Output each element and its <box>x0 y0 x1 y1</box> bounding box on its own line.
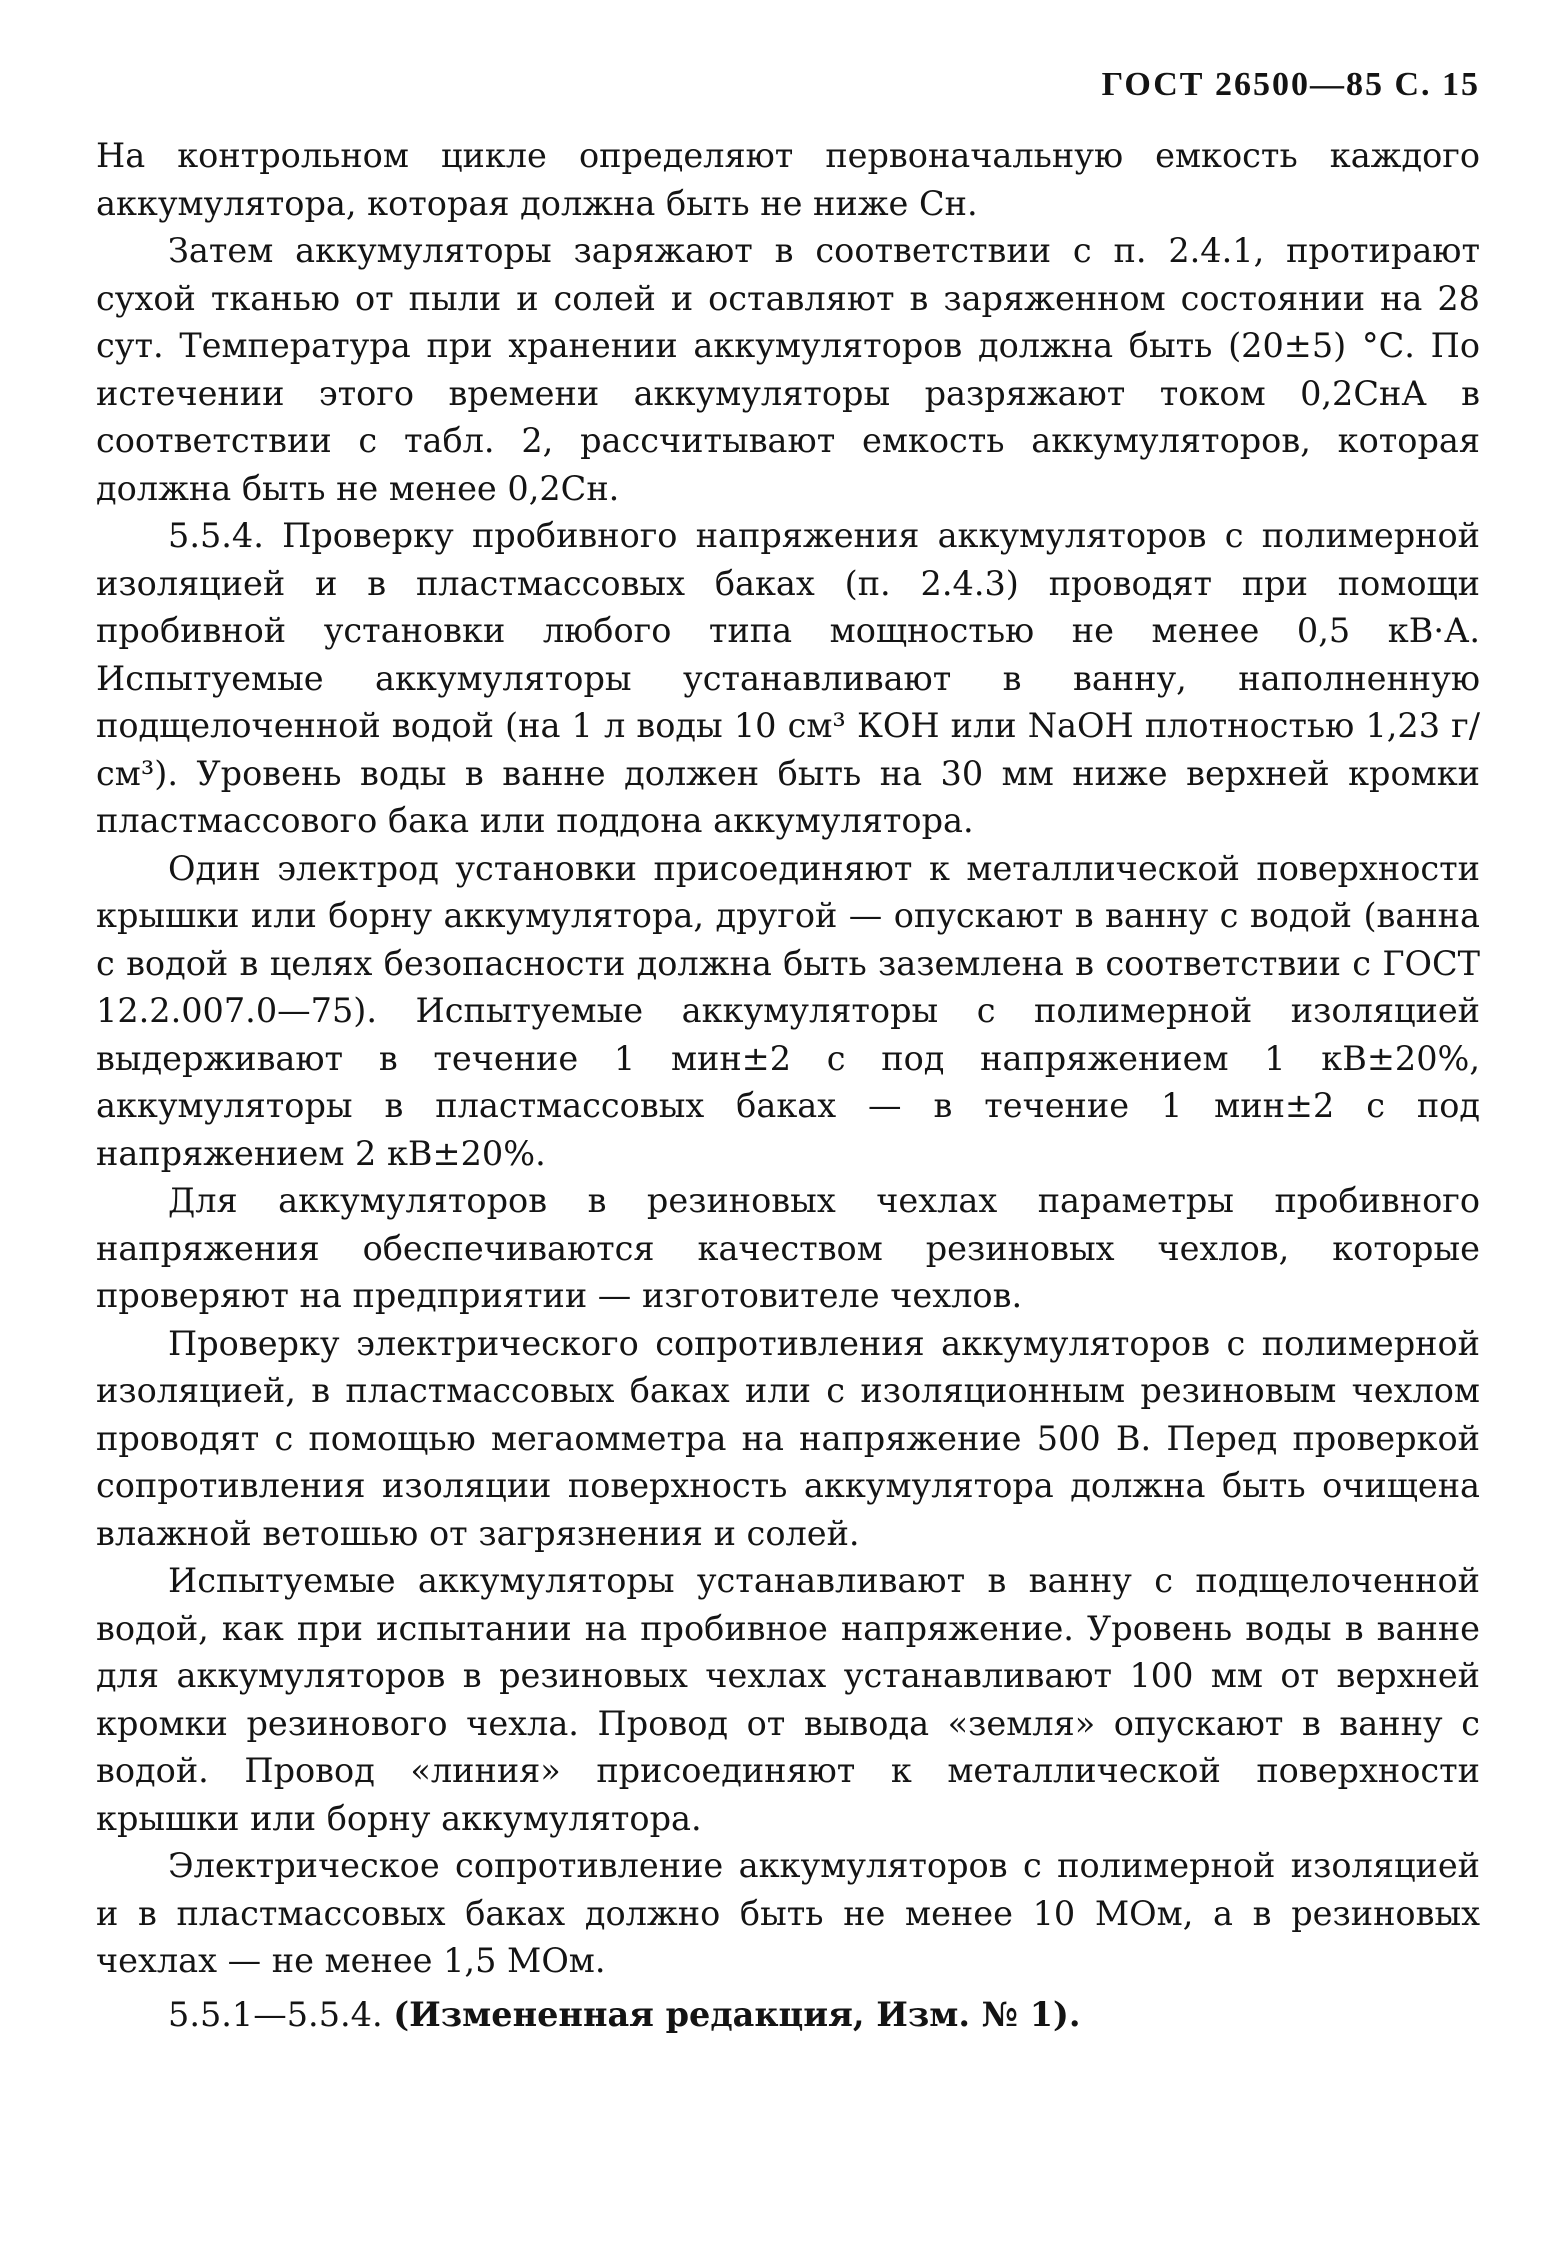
paragraph-test-bath: Испытуемые аккумуляторы устанавливают в ванну с подщелоченной водой, как при испытании на пробивное напряжение. Уровень воды в ванне для аккумуляторов в резиновых чехлах устанавливают 100 мм от верхней кромки резинового чехла. Провод от вывода «земля» опускают в ванну с водой. Провод «линия» присоединяют к металлической поверхности крышки или борну аккумулятора. <box>96 1561 1480 1838</box>
paragraph-resistance-limits: Электрическое сопротивление аккумуляторов с полимерной изоляцией и в пластмассовых баках должно быть не менее 10 МОм, а в резиновых чехлах — не менее 1,5 МОм. <box>96 1846 1480 1980</box>
paragraph-resistance-check: Проверку электрического сопротивления аккумуляторов с полимерной изоляцией, в пластмассовых баках или с изоляционным резиновым чехлом проводят с помощью мегаомметра на напряжение 500 В. Перед проверкой сопротивления изоляции поверхность аккумулятора должна быть очищена влажной ветошью от загрязнения и солей. <box>96 1323 1480 1553</box>
amendment-note-bold: (Измененная редакция, Изм. № 1). <box>393 1994 1081 2034</box>
paragraph-5-5-4-breakdown: 5.5.4. Проверку пробивного напряжения аккумуляторов с полимерной изоляцией и в пластмассовых баках (п. 2.4.3) проводят при помощи пробивной установки любого типа мощностью не менее 0,5 кВ·А. Испытуемые аккумуляторы устанавливают в ванну, наполненную подщелоченной водой (на 1 л воды 10 см³ КОН или NaOH плотностью 1,23 г/см³). Уровень воды в ванне должен быть на 30 мм ниже верхней кромки пластмассового бака или поддона аккумулятора. <box>96 516 1480 840</box>
paragraph-control-cycle: На контрольном цикле определяют первоначальную емкость каждого аккумулятора, которая должна быть не ниже Сн. <box>96 136 1480 223</box>
paragraph-storage-test: Затем аккумуляторы заряжают в соответствии с п. 2.4.1, протирают сухой тканью от пыли и солей и оставляют в заряженном состоянии на 28 сут. Температура при хранении аккумуляторов должна быть (20±5) °С. По истечении этого времени аккумуляторы разряжают током 0,2СнА в соответствии с табл. 2, рассчитывают емкость аккумуляторов, которая должна быть не менее 0,2Сн. <box>96 231 1480 508</box>
page-header: ГОСТ 26500—85 С. 15 <box>1101 66 1480 103</box>
paragraph-electrode: Один электрод установки присоединяют к металлической поверхности крышки или борну аккумулятора, другой — опускают в ванну с водой (ванна с водой в целях безопасности должна быть заземлена в соответствии с ГОСТ 12.2.007.0—75). Испытуемые аккумуляторы с полимерной изоляцией выдерживают в течение 1 мин±2 с под напряжением 1 кВ±20%, аккумуляторы в пластмассовых баках — в течение 1 мин±2 с под напряжением 2 кВ±20%. <box>96 848 1480 1173</box>
amendment-note <box>96 1991 1480 2039</box>
document-body <box>96 132 1480 2038</box>
amendment-note-prefix: 5.5.1—5.5.4. <box>168 1994 383 2034</box>
paragraph-rubber-covers: Для аккумуляторов в резиновых чехлах параметры пробивного напряжения обеспечиваются качеством резиновых чехлов, которые проверяют на предприятии — изготовителе чехлов. <box>96 1181 1480 1315</box>
